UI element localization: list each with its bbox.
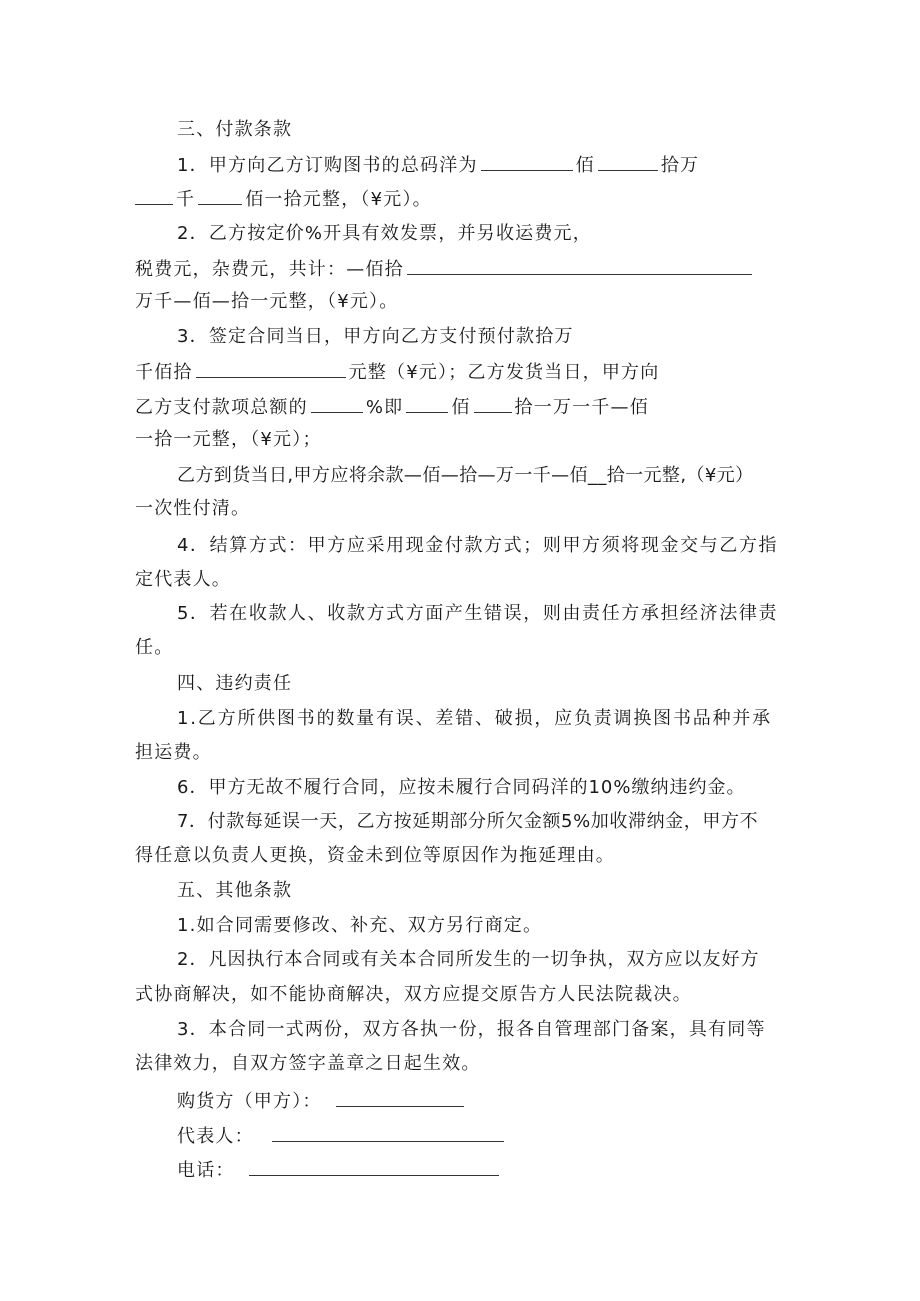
buyer-blank xyxy=(336,1088,464,1107)
phone-label: 电话： xyxy=(177,1160,235,1181)
text-span: 佰 xyxy=(451,397,471,418)
phone-line xyxy=(177,1157,502,1183)
clause-4-6: 6．甲方无故不履行合同，应按未履行合同码洋的10%缴纳违约金。 xyxy=(177,777,746,798)
text-span: 拾万 xyxy=(660,155,700,176)
final-payment-line-2: 一次性付清。 xyxy=(135,498,251,519)
clause-3-2-line-1: 2．乙方按定价%开具有效发票，并另收运费元， xyxy=(177,223,592,244)
clause-5-2-line-1: 2．凡因执行本合同或有关本合同所发生的一切争执，双方应以友好方 xyxy=(177,949,760,970)
blank-line xyxy=(198,186,242,205)
section-5-heading: 五、其他条款 xyxy=(177,880,293,901)
blank-line xyxy=(406,394,448,413)
clause-3-2-line-3: 万千—佰—拾一元整，（¥元）。 xyxy=(135,291,399,312)
final-payment-line-1: 乙方到货当日,甲方应将余款—佰—拾—万一千—佰__拾一元整,（¥元） xyxy=(177,465,754,486)
clause-3-3-line-4: 一拾一元整，（¥元）； xyxy=(135,429,322,450)
clause-3-3-line-2 xyxy=(135,359,659,385)
text-span: 税费元，杂费元，共计：—佰拾 xyxy=(135,259,404,280)
clause-3-4-line-2: 定代表人。 xyxy=(135,569,231,590)
blank-line xyxy=(481,152,573,171)
clause-5-3-line-1: 3．本合同一式两份，双方各执一份，报各自管理部门备案，具有同等 xyxy=(177,1019,766,1040)
phone-blank xyxy=(249,1157,499,1176)
clause-4-1-line-1: 1.乙方所供图书的数量有误、差错、破损，应负责调换图书品种并承 xyxy=(177,708,772,729)
text-span: 佰 xyxy=(575,155,595,176)
blank-line xyxy=(598,152,658,171)
clause-5-3-line-2: 法律效力，自双方签字盖章之日起生效。 xyxy=(135,1053,481,1074)
clause-5-1: 1.如合同需要修改、补充、双方另行商定。 xyxy=(177,915,543,936)
section-3-heading: 三、付款条款 xyxy=(177,119,293,140)
text-span: %即 xyxy=(365,397,404,418)
blank-line xyxy=(474,394,512,413)
clause-3-3-line-1: 3．签定合同当日，甲方向乙方支付预付款拾万 xyxy=(177,326,574,347)
text-span: 1．甲方向乙方订购图书的总码洋为 xyxy=(177,155,478,176)
buyer-label: 购货方（甲方）： xyxy=(177,1091,322,1112)
blank-line xyxy=(196,359,346,378)
clause-4-7-line-1: 7．付款每延误一天，乙方按延期部分所欠金额5%加收滞纳金，甲方不 xyxy=(177,811,759,832)
clause-3-1-line-2 xyxy=(135,186,432,212)
section-4-heading: 四、违约责任 xyxy=(177,673,293,694)
clause-4-7-line-2: 得任意以负责人更换，资金未到位等原因作为拖延理由。 xyxy=(135,845,615,866)
blank-line xyxy=(311,394,363,413)
representative-label: 代表人： xyxy=(177,1126,254,1147)
blank-line xyxy=(407,256,752,275)
representative-line xyxy=(177,1123,507,1149)
clause-3-5-line-1: 5．若在收款人、收款方式方面产生错误，则由责任方承担经济法律责 xyxy=(177,603,779,624)
clause-3-1-line-1 xyxy=(177,152,699,178)
text-span: 佰一拾元整，（¥元）。 xyxy=(245,189,432,210)
blank-line xyxy=(135,186,173,205)
text-span: 元整（¥元）；乙方发货当日，甲方向 xyxy=(348,362,660,383)
buyer-signature-line xyxy=(177,1088,467,1114)
clause-3-5-line-2: 任。 xyxy=(135,637,174,658)
text-span: 拾一万一千—佰 xyxy=(514,397,649,418)
text-span: 千佰拾 xyxy=(135,362,193,383)
clause-3-3-line-3 xyxy=(135,394,649,420)
clause-3-2-line-2 xyxy=(135,256,755,282)
clause-5-2-line-2: 式协商解决，如不能协商解决，双方应提交原告方人民法院裁决。 xyxy=(135,984,692,1005)
clause-4-1-line-2: 担运费。 xyxy=(135,742,212,763)
text-span: 乙方支付款项总额的 xyxy=(135,397,308,418)
representative-blank xyxy=(272,1123,504,1142)
clause-3-4-line-1: 4．结算方式：甲方应采用现金付款方式；则甲方须将现金交与乙方指 xyxy=(177,535,779,556)
text-span: 千 xyxy=(176,189,196,210)
